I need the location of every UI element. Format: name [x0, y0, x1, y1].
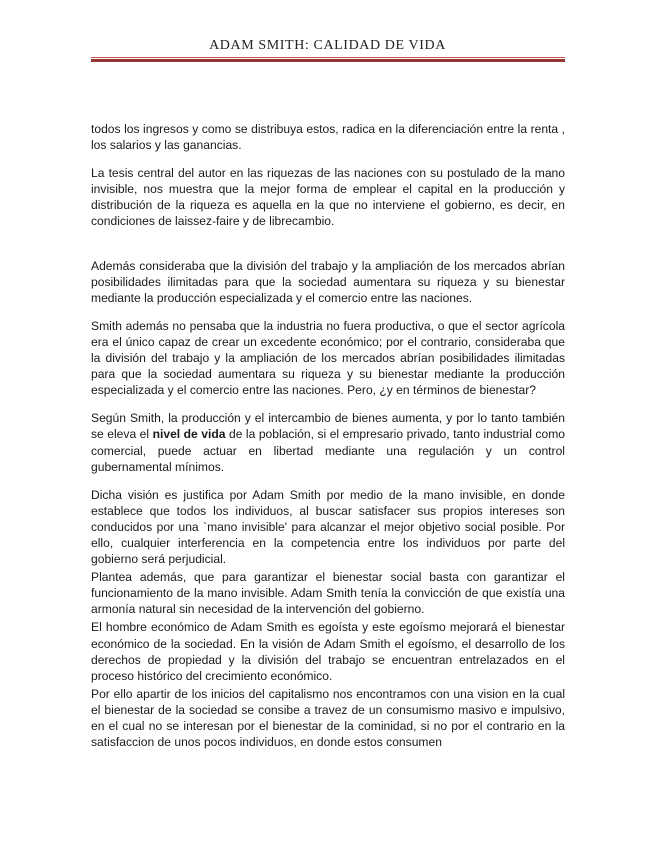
paragraph-7: Plantea además, que para garantizar el bienestar social basta con garantizar el funcionamiento de la mano invisible. Adam Smith tenía la convicción de que existía una armonía natural sin necesidad de la intervención del gobierno. — [91, 570, 565, 617]
paragraph-5-text-b: de la población, si el empresario privado, tanto industrial como comercial, puede actuar en libertad mediante una regulación y un control gubernamental mínimos. — [91, 427, 565, 474]
paragraph-3: Además consideraba que la división del trabajo y la ampliación de los mercados abrían posibilidades ilimitadas para que la sociedad aumentara su riqueza y su bienestar mediante la producción especializada y el comercio entre las naciones. — [91, 258, 565, 305]
paragraph-5 — [91, 410, 565, 474]
header-title: ADAM SMITH: CALIDAD DE VIDA — [209, 38, 446, 53]
paragraph-5-text-a: Según Smith, la producción y el intercambio de bienes aumenta, y por lo tanto también se eleva el — [91, 411, 565, 442]
body-text — [91, 121, 565, 750]
paragraph-1: todos los ingresos y como se distribuya estos, radica en la diferenciación entre la renta , los salarios y las ganancias. — [91, 122, 565, 153]
nivel-de-vida-emphasis: nivel de vida — [152, 427, 226, 442]
header-rule-thick — [91, 59, 565, 62]
header-rule-thin — [91, 57, 565, 58]
paragraph-2: La tesis central del autor en las riquezas de las naciones con su postulado de la mano invisible, nos muestra que la mejor forma de emplear el capital en la producción y distribución de la riqueza es aquella en la que no interviene el gobierno, es decir, en condiciones de laissez-faire y de librecambio. — [91, 166, 565, 229]
paragraph-8: El hombre económico de Adam Smith es egoísta y este egoísmo mejorará el bienestar económico de la sociedad. En la visión de Adam Smith el egoísmo, el desarrollo de los derechos de propiedad y la división del trabajo se encuentran entrelazados en el proceso histórico del crecimiento económico. — [91, 620, 565, 683]
paragraph-4: Smith además no pensaba que la industria no fuera productiva, o que el sector agrícola era el único capaz de crear un excedente económico; por el contrario, consideraba que la división del trabajo y la ampliación de los mercados abrían posibilidades ilimitadas para que la sociedad aumentara su riqueza y su bienestar mediante la producción especializada y el comercio entre las naciones. Pero, ¿y en términos de bienestar? — [91, 318, 565, 398]
paragraph-9: Por ello apartir de los inicios del capitalismo nos encontramos con una vision en la cual el bienestar de la sociedad se consibe a travez de un consumismo masivo e impulsivo, en el cual no se interesan por el bienestar de la cominidad, si no por el contrario en la satisfaccion de unos pocos individuos, en donde estos consumen — [91, 686, 565, 750]
paragraph-6: Dicha visión es justifica por Adam Smith por medio de la mano invisible, en donde establece que todos los individuos, al buscar satisfacer sus propios intereses son conducidos por una `mano invisible' para alcanzar el mejor objetivo social posible. Por ello, cualquier interferencia en la competencia entre los individuos por parte del gobierno será perjudicial. — [91, 487, 565, 567]
